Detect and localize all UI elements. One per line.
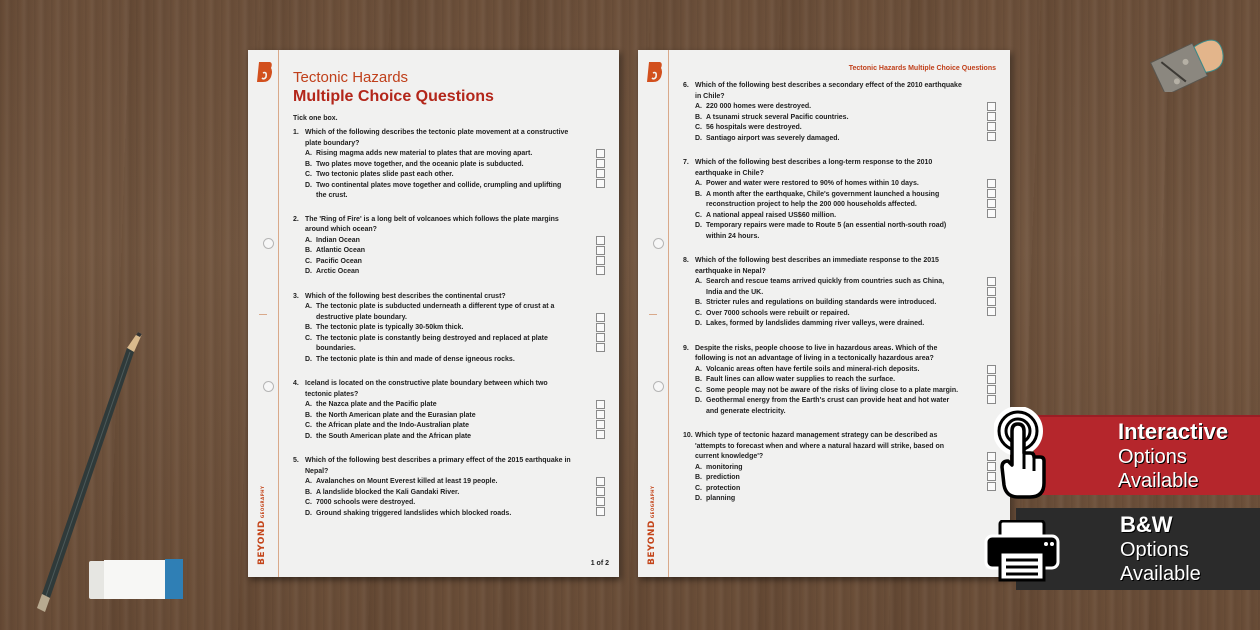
answer-option — [293, 302, 605, 323]
question-text: Despite the risks, people choose to live in hazardous areas. Which of the following is not an advantage of living in a tectonically hazardous area? — [695, 344, 938, 362]
option-letter: D. — [695, 495, 702, 502]
question-item — [683, 431, 996, 505]
question-stem — [293, 215, 605, 236]
beyond-logo-icon — [646, 61, 664, 83]
answer-option — [683, 123, 996, 134]
question-number: 4. — [293, 380, 299, 387]
option-letter: D. — [695, 134, 702, 142]
question-text: Which of the following best describes a primary effect of the 2015 earthquake in Nepal? — [305, 457, 571, 475]
beyond-geography-brand: BEYONDGEOGRAPHY — [257, 485, 267, 565]
answer-checkbox[interactable] — [987, 189, 996, 198]
answer-checkbox[interactable] — [596, 179, 605, 188]
answer-option — [293, 477, 605, 488]
option-letter: B. — [695, 113, 702, 121]
answer-option — [683, 484, 996, 495]
option-text: Indian Ocean — [316, 236, 360, 244]
question-stem — [683, 431, 996, 463]
option-letter: D. — [305, 181, 312, 189]
question-text: Iceland is located on the constructive plate boundary between which two tectonic plates? — [305, 380, 548, 398]
worksheet-page-1 — [248, 50, 619, 577]
option-text: Power and water were restored to 90% of homes within 10 days. — [706, 180, 919, 187]
answer-checkbox[interactable] — [987, 112, 996, 121]
answer-option — [683, 386, 996, 397]
answer-checkbox[interactable] — [596, 159, 605, 168]
option-text: protection — [706, 484, 741, 492]
option-text: Avalanches on Mount Everest killed at least 19 people. — [316, 478, 498, 485]
answer-checkbox[interactable] — [596, 410, 605, 419]
question-text: Which of the following best describes a secondary effect of the 2010 earthquake in Chile? — [695, 82, 962, 100]
question-number: 8. — [683, 257, 689, 264]
option-letter: C. — [695, 484, 702, 492]
question-stem — [683, 158, 996, 179]
question-number: 1. — [293, 129, 299, 136]
option-letter: A. — [695, 365, 702, 373]
answer-option — [683, 190, 996, 211]
option-text: Stricter rules and regulations on building standards were introduced. — [706, 299, 937, 306]
option-text: Temporary repairs were made to Route 5 (an essential north-south road) within 24 hours. — [706, 222, 947, 240]
answer-option — [293, 236, 605, 247]
option-letter: C. — [695, 309, 702, 317]
answer-checkbox[interactable] — [596, 256, 605, 265]
option-letter: B. — [305, 488, 312, 496]
answer-option — [683, 396, 996, 417]
option-letter: B. — [695, 299, 702, 306]
answer-option — [683, 309, 996, 320]
badge-title: Interactive — [1118, 419, 1229, 444]
badge-subtitle: Options Available — [1118, 446, 1199, 492]
option-letter: A. — [305, 303, 312, 310]
option-text: Geothermal energy from the Earth's crust can provide heat and hot water and generate electricity. — [706, 397, 950, 415]
option-letter: A. — [305, 236, 312, 244]
option-text: Two tectonic plates slide past each other. — [316, 171, 454, 178]
option-text: Two continental plates move together and collide, crumpling and uplifting the crust. — [316, 181, 562, 199]
eraser-image — [89, 558, 183, 601]
option-letter: C. — [305, 257, 312, 265]
question-item — [293, 292, 605, 366]
answer-option — [683, 365, 996, 376]
option-letter: C. — [305, 422, 312, 429]
option-text: the North American plate and the Eurasian plate — [316, 411, 476, 419]
option-text: Fault lines can allow water supplies to reach the surface. — [706, 376, 896, 383]
fold-mark — [649, 314, 657, 315]
interactive-options-badge[interactable] — [1034, 415, 1260, 495]
answer-option — [683, 102, 996, 113]
option-letter: B. — [305, 411, 312, 419]
question-list — [683, 81, 996, 505]
question-stem — [293, 379, 605, 400]
option-letter: A. — [695, 103, 702, 110]
answer-option — [683, 179, 996, 190]
option-letter: C. — [305, 171, 312, 178]
option-text: prediction — [706, 474, 740, 481]
question-number: 7. — [683, 159, 689, 166]
option-text: 7000 schools were destroyed. — [316, 499, 416, 506]
question-number: 3. — [293, 292, 299, 300]
answer-option — [293, 149, 605, 160]
question-item — [293, 128, 605, 202]
answer-option — [293, 267, 605, 278]
option-letter: C. — [695, 124, 702, 131]
answer-option — [293, 411, 605, 422]
answer-checkbox[interactable] — [596, 477, 605, 486]
option-letter: A. — [695, 278, 702, 285]
answer-option — [683, 298, 996, 309]
sharpener-image — [1148, 32, 1233, 92]
question-text: Which of the following best describes the continental crust? — [305, 292, 506, 300]
option-letter: A. — [695, 180, 702, 187]
margin-rule — [668, 50, 669, 577]
option-text: Arctic Ocean — [316, 268, 360, 275]
answer-checkbox[interactable] — [596, 507, 605, 516]
answer-option — [683, 277, 996, 298]
answer-checkbox[interactable] — [596, 323, 605, 332]
question-list — [293, 128, 605, 519]
answer-checkbox[interactable] — [596, 169, 605, 178]
answer-checkbox[interactable] — [596, 497, 605, 506]
option-text: A landslide blocked the Kali Gandaki River. — [316, 488, 460, 496]
worksheet-title: Tectonic Hazards — [293, 69, 409, 86]
question-number: 6. — [683, 82, 689, 89]
answer-option — [293, 170, 605, 181]
answer-option — [293, 498, 605, 509]
answer-option — [293, 355, 605, 366]
option-text: The tectonic plate is thin and made of dense igneous rocks. — [316, 355, 515, 363]
answer-checkbox[interactable] — [596, 430, 605, 439]
option-letter: A. — [305, 150, 312, 157]
question-item — [683, 344, 996, 418]
fold-mark — [259, 314, 267, 315]
answer-checkbox[interactable] — [987, 209, 996, 218]
answer-option — [293, 323, 605, 334]
question-number: 2. — [293, 215, 299, 223]
question-item — [293, 456, 605, 519]
answer-checkbox[interactable] — [987, 307, 996, 316]
punch-hole — [263, 238, 274, 249]
option-text: Ground shaking triggered landslides which blocked roads. — [316, 509, 512, 517]
answer-checkbox[interactable] — [987, 277, 996, 286]
margin-rule — [278, 50, 279, 577]
answer-checkbox[interactable] — [596, 236, 605, 245]
option-text: A tsunami struck several Pacific countries. — [706, 113, 849, 121]
option-letter: D. — [695, 320, 702, 327]
answer-option — [683, 473, 996, 484]
option-text: Rising magma adds new material to plates that are moving apart. — [316, 150, 533, 157]
answer-option — [683, 494, 996, 505]
answer-option — [293, 488, 605, 499]
option-letter: B. — [695, 190, 702, 198]
option-text: 56 hospitals were destroyed. — [706, 124, 802, 131]
option-letter: C. — [695, 211, 702, 219]
option-letter: B. — [695, 474, 702, 481]
option-text: the Nazca plate and the Pacific plate — [316, 401, 437, 408]
option-letter: D. — [305, 268, 312, 275]
option-letter: C. — [305, 499, 312, 506]
answer-checkbox[interactable] — [596, 420, 605, 429]
option-letter: D. — [695, 222, 702, 229]
question-number: 10. — [683, 432, 693, 439]
answer-checkbox[interactable] — [987, 365, 996, 374]
option-letter: A. — [695, 463, 702, 471]
answer-checkbox[interactable] — [987, 199, 996, 208]
answer-option — [293, 432, 605, 443]
answer-option — [293, 509, 605, 520]
option-text: Search and rescue teams arrived quickly from countries such as China, India and the UK. — [706, 278, 945, 296]
answer-checkbox[interactable] — [596, 333, 605, 342]
answer-option — [293, 334, 605, 355]
punch-hole — [653, 238, 664, 249]
option-text: Volcanic areas often have fertile soils and mineral-rich deposits. — [706, 365, 920, 373]
option-text: The tectonic plate is typically 30-50km thick. — [316, 324, 464, 331]
answer-option — [293, 246, 605, 257]
answer-checkbox[interactable] — [987, 395, 996, 404]
option-text: A month after the earthquake, Chile's government launched a housing reconstruction project to help the 200 000 households affected. — [706, 190, 940, 208]
option-text: monitoring — [706, 463, 743, 471]
question-stem — [683, 81, 996, 102]
option-letter: A. — [305, 478, 312, 485]
question-stem — [683, 256, 996, 277]
option-text: Lakes, formed by landslides damming river valleys, were drained. — [706, 320, 925, 327]
option-letter: D. — [305, 432, 312, 440]
option-text: The tectonic plate is subducted underneath a different type of crust at a destructive plate boundary. — [316, 303, 555, 321]
option-letter: B. — [305, 247, 312, 254]
answer-checkbox[interactable] — [987, 179, 996, 188]
option-letter: B. — [305, 324, 312, 331]
question-stem — [293, 128, 605, 149]
question-stem — [683, 344, 996, 365]
worksheet-subtitle: Multiple Choice Questions — [293, 88, 494, 105]
option-letter: D. — [305, 509, 312, 517]
option-text: planning — [706, 495, 736, 502]
answer-option — [683, 375, 996, 386]
answer-checkbox[interactable] — [987, 385, 996, 394]
option-text: the African plate and the Indo-Australian plate — [316, 422, 469, 429]
question-stem — [293, 456, 605, 477]
question-number: 9. — [683, 344, 689, 352]
answer-checkbox[interactable] — [987, 132, 996, 141]
answer-option — [683, 211, 996, 222]
touch-hand-icon — [994, 407, 1054, 501]
answer-option — [293, 400, 605, 411]
option-text: the South American plate and the African plate — [316, 432, 472, 440]
answer-checkbox[interactable] — [987, 122, 996, 131]
answer-option — [293, 257, 605, 268]
answer-checkbox[interactable] — [987, 102, 996, 111]
answer-option — [683, 319, 996, 330]
running-header: Tectonic Hazards Multiple Choice Questions — [848, 65, 996, 72]
question-text: Which of the following best describes a long-term response to the 2010 earthquake in Chile? — [695, 159, 933, 177]
beyond-geography-brand: BEYONDGEOGRAPHY — [647, 485, 657, 565]
answer-checkbox[interactable] — [596, 343, 605, 352]
option-text: Some people may not be aware of the risks of living close to a plate margin. — [706, 386, 959, 394]
option-letter: B. — [305, 160, 312, 168]
punch-hole — [653, 381, 664, 392]
question-item — [683, 158, 996, 242]
answer-checkbox[interactable] — [987, 287, 996, 296]
answer-checkbox[interactable] — [987, 297, 996, 306]
answer-option — [293, 421, 605, 432]
option-text: 220 000 homes were destroyed. — [706, 103, 812, 110]
answer-option — [683, 463, 996, 474]
question-item — [293, 215, 605, 278]
page-number: 1 of 2 — [590, 560, 609, 567]
option-letter: C. — [695, 386, 702, 394]
question-text: Which of the following best describes an immediate response to the 2015 earthquake in Nepal? — [695, 257, 939, 275]
answer-checkbox[interactable] — [596, 400, 605, 409]
question-text: The 'Ring of Fire' is a long belt of volcanoes which follows the plate margins around which ocean? — [305, 215, 559, 233]
question-item — [683, 256, 996, 330]
answer-checkbox[interactable] — [596, 149, 605, 158]
option-text: Pacific Ocean — [316, 257, 362, 265]
answer-checkbox[interactable] — [596, 266, 605, 275]
option-text: Two plates move together, and the oceanic plate is subducted. — [316, 160, 524, 168]
question-item — [293, 379, 605, 442]
option-letter: B. — [695, 376, 702, 383]
option-letter: D. — [305, 355, 312, 363]
badge-title: B&W — [1120, 512, 1173, 537]
answer-option — [293, 160, 605, 171]
worksheet-page-2 — [638, 50, 1010, 577]
option-text: A national appeal raised US$60 million. — [706, 211, 837, 219]
answer-checkbox[interactable] — [987, 375, 996, 384]
answer-checkbox[interactable] — [596, 246, 605, 255]
instruction-text: Tick one box. — [293, 115, 338, 122]
option-letter: A. — [305, 401, 312, 408]
badge-subtitle: Options Available — [1120, 539, 1201, 585]
beyond-logo-icon — [256, 61, 274, 83]
answer-checkbox[interactable] — [596, 313, 605, 322]
answer-option — [683, 134, 996, 145]
question-stem — [293, 292, 605, 303]
question-item — [683, 81, 996, 144]
answer-option — [293, 181, 605, 202]
question-number: 5. — [293, 457, 299, 464]
answer-option — [683, 113, 996, 124]
option-text: Atlantic Ocean — [316, 247, 366, 254]
option-letter: C. — [305, 334, 312, 342]
question-text: Which of the following describes the tectonic plate movement at a constructive plate boundary? — [305, 129, 569, 147]
printer-icon — [984, 520, 1060, 582]
answer-checkbox[interactable] — [596, 487, 605, 496]
option-letter: D. — [695, 397, 702, 404]
option-text: Over 7000 schools were rebuilt or repaired. — [706, 309, 850, 317]
punch-hole — [263, 381, 274, 392]
question-text: Which type of tectonic hazard management strategy can be described as 'attempts to forecast when and where a natural hazard will strike, based on current knowledge'? — [695, 432, 945, 460]
answer-option — [683, 221, 996, 242]
option-text: The tectonic plate is constantly being destroyed and replaced at plate boundaries. — [316, 334, 548, 352]
option-text: Santiago airport was severely damaged. — [706, 134, 840, 142]
